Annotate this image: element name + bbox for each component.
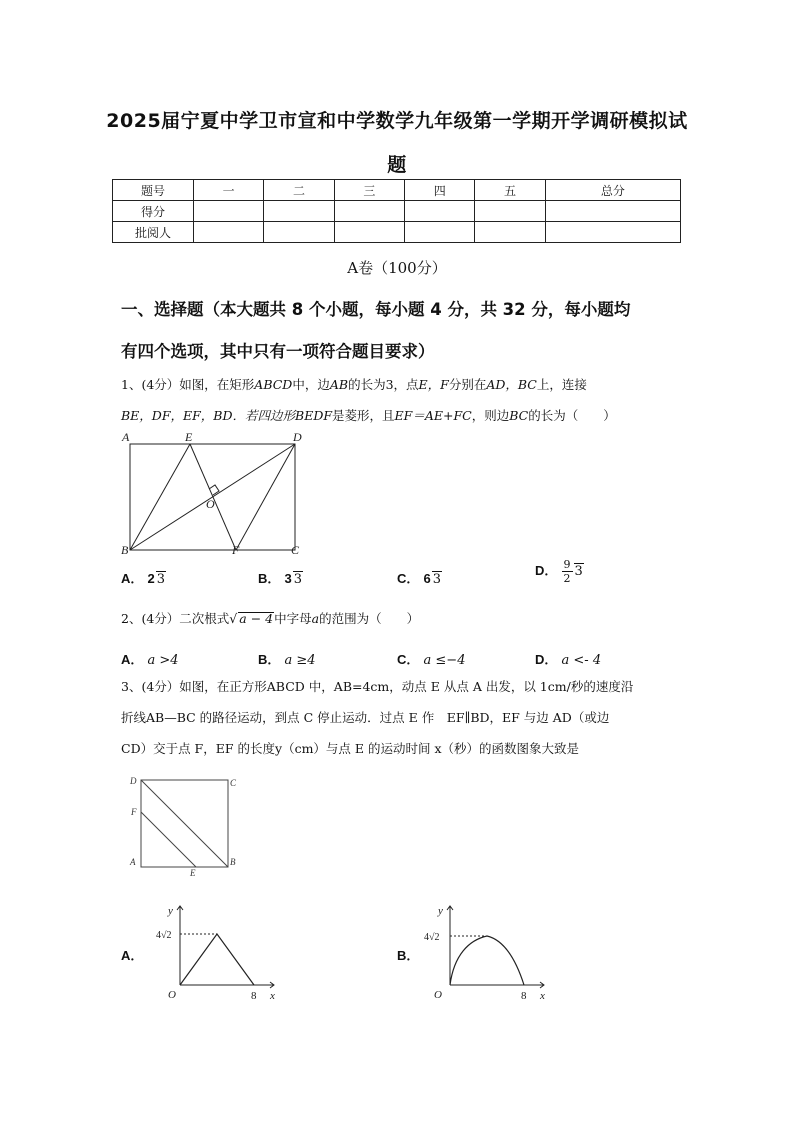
point-f-label: F <box>131 807 137 817</box>
y-max-label: 4√2 <box>424 932 440 943</box>
q1-math: BEDF <box>295 408 333 423</box>
option-text: a ≤−4 <box>423 653 466 668</box>
q1-text: 的长为（ ） <box>528 408 616 423</box>
table-cell <box>334 201 404 222</box>
option-fraction <box>562 558 573 585</box>
x-max-label: 8 <box>521 990 527 1002</box>
option-label: B． <box>258 652 281 667</box>
point-o-label: O <box>206 497 215 511</box>
q3-line-2: 折线AB—BC 的路径运动，到点 C 停止运动．过点 E 作 EF∥BD，EF 与边 AD（或边 <box>121 710 610 725</box>
q1-option-d[interactable] <box>535 558 584 585</box>
q1-math: EF＝AE+FC <box>394 408 472 423</box>
section-heading-line-1: 一、选择题（本大题共 8 个小题，每小题 4 分，共 32 分，每小题均 <box>121 300 631 319</box>
option-coef: 3 <box>284 571 292 586</box>
q1-text: 的长为3，点 <box>348 377 419 392</box>
option-radical: 3 <box>432 572 442 587</box>
table-cell <box>194 222 264 243</box>
q1-math: BE，DF，EF，BD．若四边形 <box>121 408 296 423</box>
q3-line-3: CD）交于点 F，EF 的长度y（cm）与点 E 的运动时间 x（秒）的函数图象大致是 <box>121 741 580 756</box>
table-cell <box>264 222 334 243</box>
origin-label: O <box>168 989 176 1001</box>
option-text: a ≥4 <box>284 653 316 668</box>
table-row <box>113 222 681 243</box>
q3-line-1: 3、(4分）如图，在正方形ABCD 中，AB=4cm，动点 E 从点 A 出发，以 1cm/秒的速度沿 <box>121 679 634 694</box>
table-cell <box>334 222 404 243</box>
q3-graph-a <box>154 900 284 1004</box>
vertex-c-label: C <box>230 778 237 788</box>
table-cell: 得分 <box>113 201 194 222</box>
option-label: D． <box>535 563 558 578</box>
q1-option-a[interactable] <box>121 568 166 587</box>
q1-text: 上，连接 <box>536 377 587 392</box>
q1-math: AB <box>329 377 349 392</box>
q2-option-a[interactable] <box>121 649 179 668</box>
table-cell <box>545 201 680 222</box>
option-label: A． <box>121 948 144 963</box>
origin-label: O <box>434 989 442 1001</box>
table-cell: 五 <box>475 180 545 201</box>
option-coef: 6 <box>423 571 431 586</box>
option-text: a <- 4 <box>561 653 602 668</box>
vertex-a-label: A <box>130 857 136 867</box>
vertex-a-label: A <box>122 430 130 444</box>
section-heading-line-2: 有四个选项，其中只有一项符合题目要求） <box>121 342 435 361</box>
option-label: C． <box>397 571 420 586</box>
q2-option-c[interactable] <box>397 649 465 668</box>
table-cell: 总分 <box>545 180 680 201</box>
table-cell <box>194 201 264 222</box>
graph-a-curve <box>180 934 254 985</box>
q2-var: a <box>311 611 320 626</box>
vertex-b-label: B <box>230 857 236 867</box>
table-cell: 四 <box>405 180 475 201</box>
q1-math: BC <box>509 408 529 423</box>
q1-text: 1、(4分）如图，在矩形 <box>121 377 255 392</box>
table-cell <box>405 222 475 243</box>
q2-option-b[interactable] <box>258 649 316 668</box>
option-label: A． <box>121 571 144 586</box>
q1-math: AD，BC <box>486 377 537 392</box>
table-row <box>113 201 681 222</box>
table-cell: 一 <box>194 180 264 201</box>
q1-option-b[interactable] <box>258 568 303 587</box>
graph-b-curve <box>450 936 524 985</box>
q1-text: 分别在 <box>448 377 487 392</box>
q3-square-figure <box>126 774 246 878</box>
y-axis-label: y <box>168 905 173 917</box>
fraction-denominator: 2 <box>563 572 571 585</box>
option-label: B． <box>397 948 420 963</box>
option-radical: 3 <box>574 564 583 579</box>
volume-label: A卷（100分） <box>347 259 447 277</box>
vertex-b-label: B <box>121 543 129 557</box>
q3-option-b[interactable] <box>397 945 419 964</box>
segment-ef <box>141 812 196 867</box>
q1-text: 是菱形，且 <box>332 408 395 423</box>
option-label: B． <box>258 571 281 586</box>
option-coef: 2 <box>147 571 155 586</box>
q1-text: ，则边 <box>471 408 510 423</box>
q2-radicand <box>238 612 274 626</box>
score-table <box>112 179 681 243</box>
q1-text: 中，边 <box>292 377 330 392</box>
table-cell <box>475 201 545 222</box>
table-row <box>113 180 681 201</box>
x-axis-label: x <box>270 990 275 1002</box>
q3-option-a[interactable] <box>121 945 143 964</box>
option-label: D． <box>535 652 558 667</box>
radicand-text: a − 4 <box>239 611 274 626</box>
title-line-1: 2025届宁夏中学卫市宣和中学数学九年级第一学期开学调研模拟试 <box>106 110 688 132</box>
q1-option-c[interactable] <box>397 568 442 587</box>
table-cell <box>264 201 334 222</box>
option-label: A． <box>121 652 144 667</box>
option-radical: 3 <box>156 572 166 587</box>
option-label: C． <box>397 652 420 667</box>
vertex-d-label: D <box>293 430 302 444</box>
x-max-label: 8 <box>251 990 257 1002</box>
q1-math: E，F <box>418 377 449 392</box>
vertex-d-label: D <box>130 776 137 786</box>
q2-stem: 2、(4分）二次根式√ a − 4中字母a的范围为（ ） <box>121 611 420 626</box>
q2-text: 中字母 <box>274 611 312 626</box>
q1-rectangle-figure <box>118 428 314 560</box>
point-e-label: E <box>190 868 196 878</box>
fraction-numerator: 9 <box>563 558 571 571</box>
y-axis-label: y <box>438 905 443 917</box>
diagonal-bd <box>141 780 228 867</box>
segment-fd <box>236 444 295 550</box>
table-cell <box>475 222 545 243</box>
q1-line-1 <box>121 379 587 392</box>
q1-math: ABCD <box>254 377 293 392</box>
table-cell <box>405 201 475 222</box>
y-max-label: 4√2 <box>156 930 172 941</box>
q2-text: 的范围为（ ） <box>319 611 420 626</box>
table-cell: 题号 <box>113 180 194 201</box>
table-cell: 二 <box>264 180 334 201</box>
vertex-e-label: E <box>185 430 193 444</box>
q3-graph-b <box>424 900 554 1004</box>
q1-line-2 <box>121 410 616 423</box>
point-f-label: F <box>232 543 240 557</box>
segment-be <box>130 444 190 550</box>
table-cell: 批阅人 <box>113 222 194 243</box>
q2-option-d[interactable] <box>535 649 601 668</box>
x-axis-label: x <box>540 990 545 1002</box>
table-cell: 三 <box>334 180 404 201</box>
q2-text: 2、(4分）二次根式 <box>121 611 230 626</box>
vertex-c-label: C <box>291 543 300 557</box>
title-line-2: 题 <box>387 154 407 176</box>
option-text: a >4 <box>147 653 179 668</box>
table-cell <box>545 222 680 243</box>
option-radical: 3 <box>293 572 303 587</box>
